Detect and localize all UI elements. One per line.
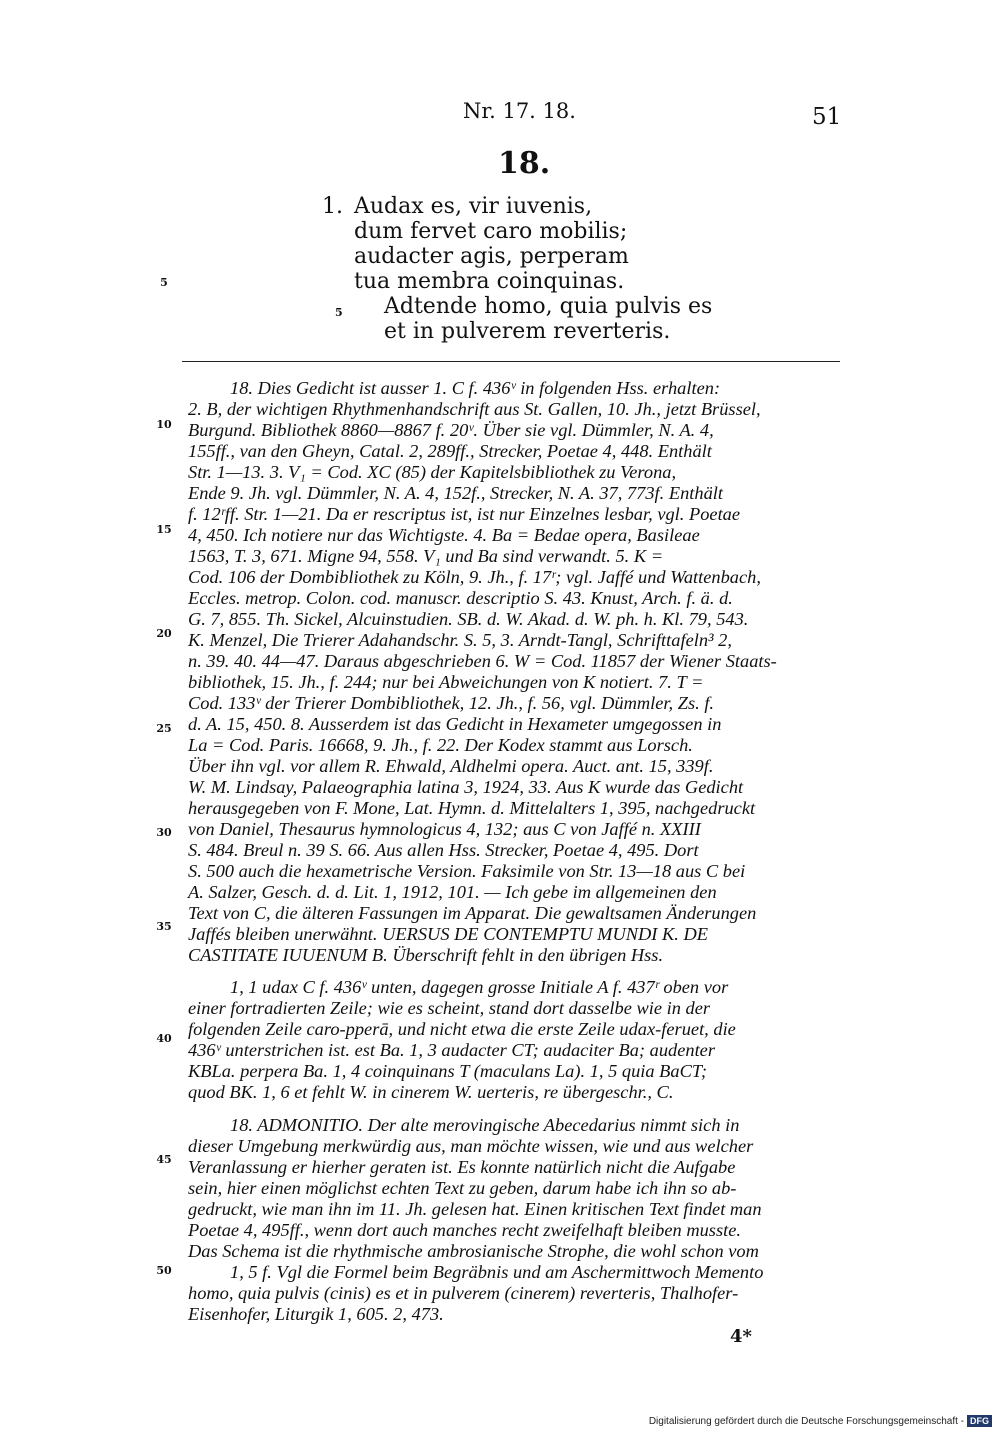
poem-number: 18. <box>498 146 551 181</box>
apparatus-line: S. 500 auch die hexametrische Version. Faksimile von Str. 13—18 aus C bei <box>188 861 746 881</box>
signature-mark: 4* <box>730 1326 752 1347</box>
page-number: 51 <box>812 104 842 130</box>
apparatus-line: La = Cod. Paris. 16668, 9. Jh., f. 22. Der Kodex stammt aus Lorsch. <box>188 735 693 755</box>
apparatus-line: d. A. 15, 450. 8. Ausserdem ist das Gedicht in Hexameter umgegossen in <box>188 714 722 734</box>
apparatus-line: Cod. 106 der Dombibliothek zu Köln, 9. Jh., f. 17ʳ; vgl. Jaffé und Wattenbach, <box>188 567 761 587</box>
margin-line-number: 10 <box>156 418 172 431</box>
apparatus-line: A. Salzer, Gesch. d. d. Lit. 1, 1912, 101. — Ich gebe im allgemeinen den <box>188 882 717 902</box>
stanza-label: 1. <box>322 194 343 219</box>
margin-line-number: 20 <box>156 627 172 640</box>
poem-line: audacter agis, perperam <box>354 244 629 269</box>
footer-text: Digitalisierung gefördert durch die Deutsche Forschungsgemeinschaft - <box>648 1416 964 1427</box>
apparatus-line: 18. Dies Gedicht ist ausser 1. C f. 436ᵛ in folgenden Hss. erhalten: <box>230 378 721 398</box>
poem-line: Audax es, vir iuvenis, <box>354 194 593 219</box>
apparatus-line: 1563, T. 3, 671. Migne 94, 558. V₁ und Ba sind verwandt. 5. K = <box>188 546 664 566</box>
apparatus-line: Str. 1—13. 3. V₁ = Cod. XC (85) der Kapitelsbibliothek zu Verona, <box>188 462 677 482</box>
apparatus-line: folgenden Zeile caro-pperā, und nicht etwa die erste Zeile udax-feruet, die <box>188 1019 736 1039</box>
apparatus-line: K. Menzel, Die Trierer Adahandschr. S. 5, 3. Arndt-Tangl, Schrifttafeln³ 2, <box>188 630 732 650</box>
apparatus-line: Cod. 133ᵛ der Trierer Dombibliothek, 12. Jh., f. 56, vgl. Dümmler, Zs. f. <box>188 693 715 713</box>
apparatus-line: Text von C, die älteren Fassungen im Apparat. Die gewaltsamen Änderungen <box>188 903 757 923</box>
apparatus-line: 2. B, der wichtigen Rhythmenhandschrift aus St. Gallen, 10. Jh., jetzt Brüssel, <box>188 399 761 419</box>
apparatus-line: bibliothek, 15. Jh., f. 244; nur bei Abweichungen von K notiert. 7. T = <box>188 672 704 692</box>
apparatus-line: von Daniel, Thesaurus hymnologicus 4, 132; aus C von Jaffé n. XXIII <box>188 819 701 839</box>
margin-line-number: 40 <box>156 1032 172 1045</box>
separator-rule <box>182 361 840 362</box>
margin-line-number: 15 <box>156 523 172 536</box>
apparatus-line: G. 7, 855. Th. Sickel, Alcuinstudien. SB. d. W. Akad. d. W. ph. h. Kl. 79, 543. <box>188 609 749 629</box>
poem-line: tua membra coinquinas. <box>354 269 625 294</box>
apparatus-line: W. M. Lindsay, Palaeographia latina 3, 1924, 33. Aus K wurde das Gedicht <box>188 777 744 797</box>
apparatus-line: f. 12ʳff. Str. 1—21. Da er rescriptus ist, ist nur Einzelnes lesbar, vgl. Poetae <box>188 504 741 524</box>
apparatus-line: 436ᵛ unterstrichen ist. est Ba. 1, 3 audacter CT; audaciter Ba; audenter <box>188 1040 715 1060</box>
apparatus-line: einer fortradierten Zeile; wie es scheint, stand dort dasselbe wie in der <box>188 998 711 1018</box>
apparatus-line: sein, hier einen möglichst echten Text zu geben, darum habe ich ihn so ab- <box>188 1178 737 1198</box>
margin-line-number: 30 <box>156 826 172 839</box>
margin-line-number: 5 <box>160 276 168 289</box>
poem-line-indented: Adtende homo, quia pulvis es <box>384 294 713 319</box>
apparatus-line: 18. ADMONITIO. Der alte merovingische Abecedarius nimmt sich in <box>230 1115 740 1135</box>
apparatus-line: Eisenhofer, Liturgik 1, 605. 2, 473. <box>188 1304 444 1324</box>
apparatus-line: 4, 450. Ich notiere nur das Wichtigste. 4. Ba = Bedae opera, Basileae <box>188 525 700 545</box>
apparatus-line: Das Schema ist die rhythmische ambrosianische Strophe, die wohl schon vom <box>188 1241 759 1261</box>
apparatus-line: gedruckt, wie man ihn im 11. Jh. gelesen hat. Einen kritischen Text findet man <box>188 1199 762 1219</box>
apparatus-line: KBLa. perpera Ba. 1, 4 coinquinans T (maculans La). 1, 5 quia BaCT; <box>188 1061 708 1081</box>
apparatus-line: Eccles. metrop. Colon. cod. manuscr. descriptio S. 43. Knust, Arch. f. ä. d. <box>188 588 733 608</box>
apparatus-line: Burgund. Bibliothek 8860—8867 f. 20ᵛ. Über sie vgl. Dümmler, N. A. 4, <box>188 420 714 440</box>
apparatus-line: Veranlassung er hierher geraten ist. Es konnte natürlich nicht die Aufgabe <box>188 1157 736 1177</box>
apparatus-line: CASTITATE IUUENUM B. Überschrift fehlt in den übrigen Hss. <box>188 945 664 965</box>
running-title: Nr. 17. 18. <box>463 99 576 123</box>
apparatus-line: S. 484. Breul n. 39 S. 66. Aus allen Hss. Strecker, Poetae 4, 495. Dort <box>188 840 699 860</box>
margin-line-number: 45 <box>156 1153 172 1166</box>
apparatus-line: 1, 5 f. Vgl die Formel beim Begräbnis und am Aschermittwoch Memento <box>230 1262 764 1282</box>
dfg-logo: DFG <box>967 1415 992 1427</box>
apparatus-line: Jaffés bleiben unerwähnt. UERSUS DE CONTEMPTU MUNDI K. DE <box>188 924 709 944</box>
margin-line-number: 25 <box>156 722 172 735</box>
apparatus-line: 1, 1 udax C f. 436ᵛ unten, dagegen grosse Initiale A f. 437ʳ oben vor <box>230 977 729 997</box>
apparatus-line: Poetae 4, 495ff., wenn dort auch manches recht zweifelhaft bleiben musste. <box>188 1220 741 1240</box>
margin-line-number: 35 <box>156 920 172 933</box>
apparatus-line: 155ff., van den Gheyn, Catal. 2, 289ff., Strecker, Poetae 4, 448. Enthält <box>188 441 712 461</box>
poem-line-indented: et in pulverem reverteris. <box>384 319 671 344</box>
apparatus-line: n. 39. 40. 44—47. Daraus abgeschrieben 6. W = Cod. 11857 der Wiener Staats- <box>188 651 777 671</box>
apparatus-line: Ende 9. Jh. vgl. Dümmler, N. A. 4, 152f., Strecker, N. A. 37, 773f. Enthält <box>188 483 723 503</box>
footer <box>649 1415 992 1427</box>
apparatus-line: dieser Umgebung merkwürdig aus, man möchte wissen, wie und aus welcher <box>188 1136 754 1156</box>
margin-line-number: 50 <box>156 1264 172 1277</box>
apparatus-line: Über ihn vgl. vor allem R. Ehwald, Aldhelmi opera. Auct. ant. 15, 339f. <box>188 756 714 776</box>
apparatus-line: homo, quia pulvis (cinis) es et in pulverem (cinerem) reverteris, Thalhofer- <box>188 1283 739 1303</box>
poem-line: dum fervet caro mobilis; <box>354 219 628 244</box>
inner-line-marker: 5 <box>335 306 343 319</box>
apparatus-line: herausgegeben von F. Mone, Lat. Hymn. d. Mittelalters 1, 395, nachgedruckt <box>188 798 756 818</box>
apparatus-line: quod BK. 1, 6 et fehlt W. in cinerem W. uerteris, re übergeschr., C. <box>188 1082 674 1102</box>
